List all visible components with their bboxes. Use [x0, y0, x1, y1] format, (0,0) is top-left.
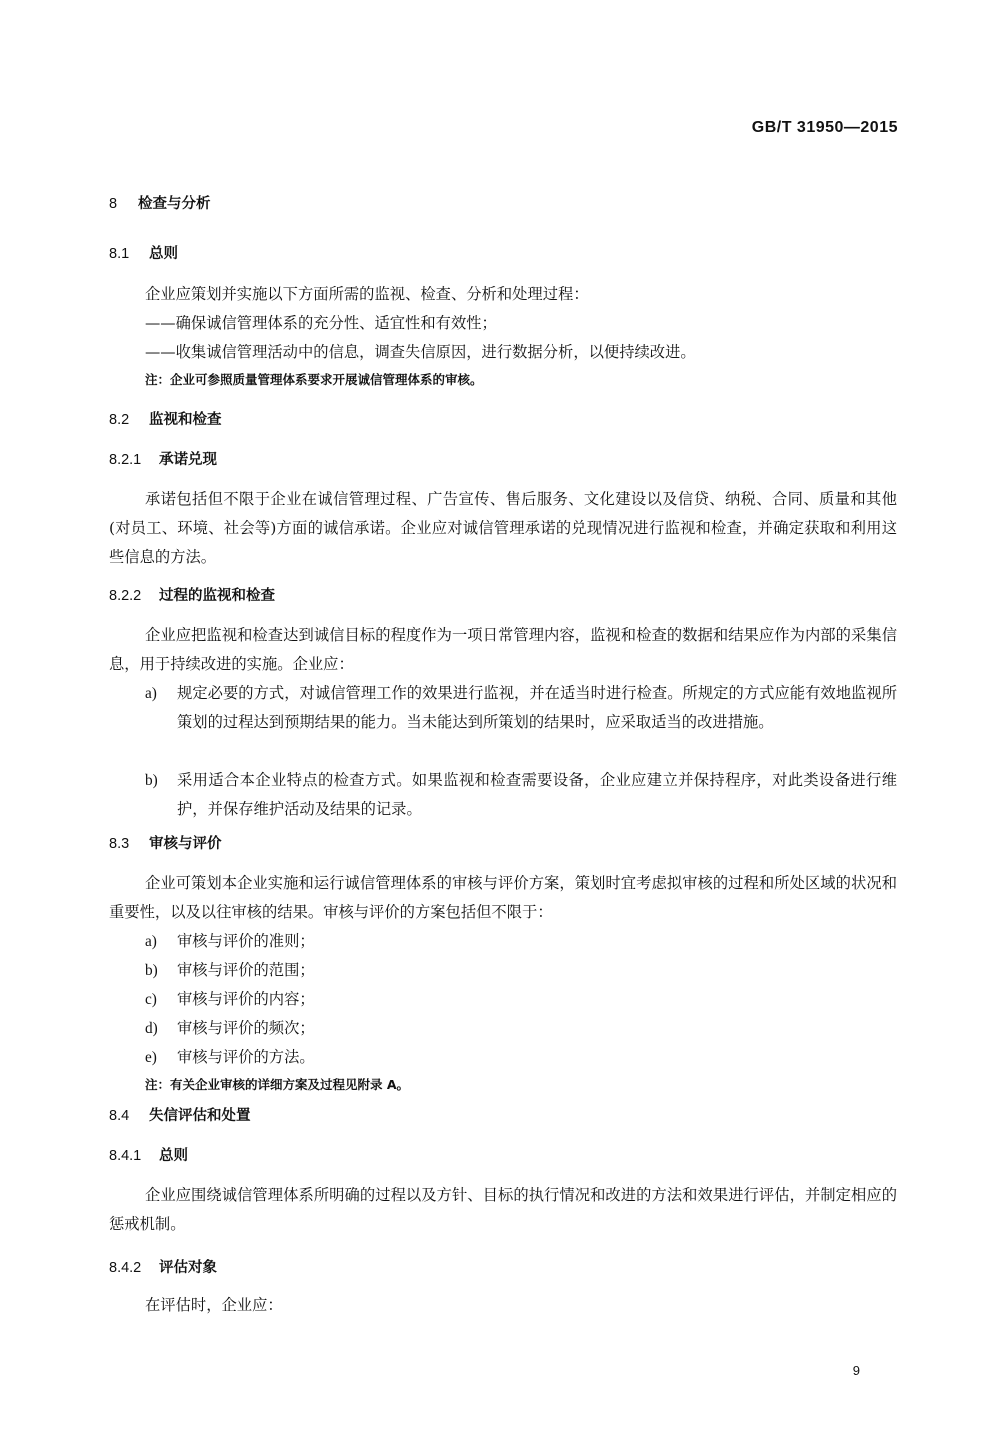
heading-number: 8.2	[109, 412, 130, 428]
list-item	[145, 679, 897, 737]
note: 注：有关企业审核的详细方案及过程见附录 A。	[145, 1077, 410, 1092]
list-text: 审核与评价的范围；	[177, 961, 315, 979]
list-marker: c)	[145, 991, 157, 1008]
list-marker: d)	[145, 1020, 158, 1037]
heading-8-4	[109, 1104, 251, 1125]
heading-8	[109, 192, 211, 213]
heading-title: 审核与评价	[149, 836, 222, 852]
paragraph: 企业应围绕诚信管理体系所明确的过程以及方针、目标的执行情况和改进的方法和效果进行评估，并制定相应的惩戒机制。	[109, 1186, 897, 1233]
list-item	[145, 1014, 897, 1043]
paragraph: 企业应把监视和检查达到诚信目标的程度作为一项日常管理内容，监视和检查的数据和结果应作为内部的采集信息，用于持续改进的实施。企业应：	[109, 626, 897, 673]
paragraph: 企业可策划本企业实施和运行诚信管理体系的审核与评价方案，策划时宜考虑拟审核的过程和所处区域的状况和重要性，以及以往审核的结果。审核与评价的方案包括但不限于：	[109, 874, 897, 921]
list-text: 审核与评价的频次；	[177, 1019, 315, 1037]
heading-number: 8.4.2	[109, 1260, 142, 1276]
list-item	[145, 985, 897, 1014]
heading-number: 8.4.1	[109, 1148, 142, 1164]
heading-number: 8	[109, 196, 118, 212]
list-text: 审核与评价的方法。	[177, 1048, 315, 1066]
list-item	[145, 766, 897, 824]
list-item	[145, 1043, 897, 1072]
list-marker: a)	[145, 685, 157, 702]
page-number: 9	[852, 1363, 860, 1378]
dash-list-item: ——收集诚信管理活动中的信息，调查失信原因，进行数据分析，以便持续改进。	[145, 343, 696, 361]
heading-8-1	[109, 242, 178, 263]
list-marker: b)	[145, 962, 158, 979]
heading-number: 8.4	[109, 1108, 130, 1124]
heading-8-2-2	[109, 584, 275, 605]
heading-title: 评估对象	[159, 1260, 217, 1276]
heading-title: 总则	[159, 1148, 188, 1164]
heading-8-4-1	[109, 1144, 188, 1165]
paragraph: 承诺包括但不限于企业在诚信管理过程、广告宣传、售后服务、文化建设以及信贷、纳税、合同、质量和其他(对员工、环境、社会等)方面的诚信承诺。企业应对诚信管理承诺的兑现情况进行监视和检查，并确定获取和利用这些信息的方法。	[109, 490, 897, 566]
heading-title: 监视和检查	[149, 412, 222, 428]
heading-title: 承诺兑现	[159, 452, 217, 468]
list-marker: a)	[145, 933, 157, 950]
heading-title: 检查与分析	[138, 196, 211, 212]
note: 注：企业可参照质量管理体系要求开展诚信管理体系的审核。	[145, 372, 483, 387]
heading-number: 8.3	[109, 836, 130, 852]
heading-8-2-1	[109, 448, 217, 469]
paragraph: 在评估时，企业应：	[145, 1296, 283, 1314]
list-item	[145, 927, 897, 956]
list-text: 规定必要的方式，对诚信管理工作的效果进行监视，并在适当时进行检查。所规定的方式应能有效地监视所策划的过程达到预期结果的能力。当未能达到所策划的结果时，应采取适当的改进措施。	[177, 684, 897, 731]
dash-list-item: ——确保诚信管理体系的充分性、适宜性和有效性；	[145, 314, 497, 332]
heading-number: 8.1	[109, 246, 130, 262]
list-text: 审核与评价的准则；	[177, 932, 315, 950]
standard-code: GB/T 31950—2015	[751, 119, 898, 136]
heading-title: 总则	[149, 246, 178, 262]
heading-8-3	[109, 832, 222, 853]
heading-number: 8.2.2	[109, 588, 142, 604]
list-item	[145, 956, 897, 985]
list-text: 采用适合本企业特点的检查方式。如果监视和检查需要设备，企业应建立并保持程序，对此类设备进行维护，并保存维护活动及结果的记录。	[177, 771, 897, 818]
list-marker: e)	[145, 1049, 157, 1066]
heading-number: 8.2.1	[109, 452, 142, 468]
heading-title: 过程的监视和检查	[159, 588, 275, 604]
list-marker: b)	[145, 772, 158, 789]
paragraph: 企业应策划并实施以下方面所需的监视、检查、分析和处理过程：	[145, 285, 589, 303]
heading-title: 失信评估和处置	[149, 1108, 251, 1124]
list-text: 审核与评价的内容；	[177, 990, 315, 1008]
heading-8-2	[109, 408, 222, 429]
heading-8-4-2	[109, 1256, 217, 1277]
